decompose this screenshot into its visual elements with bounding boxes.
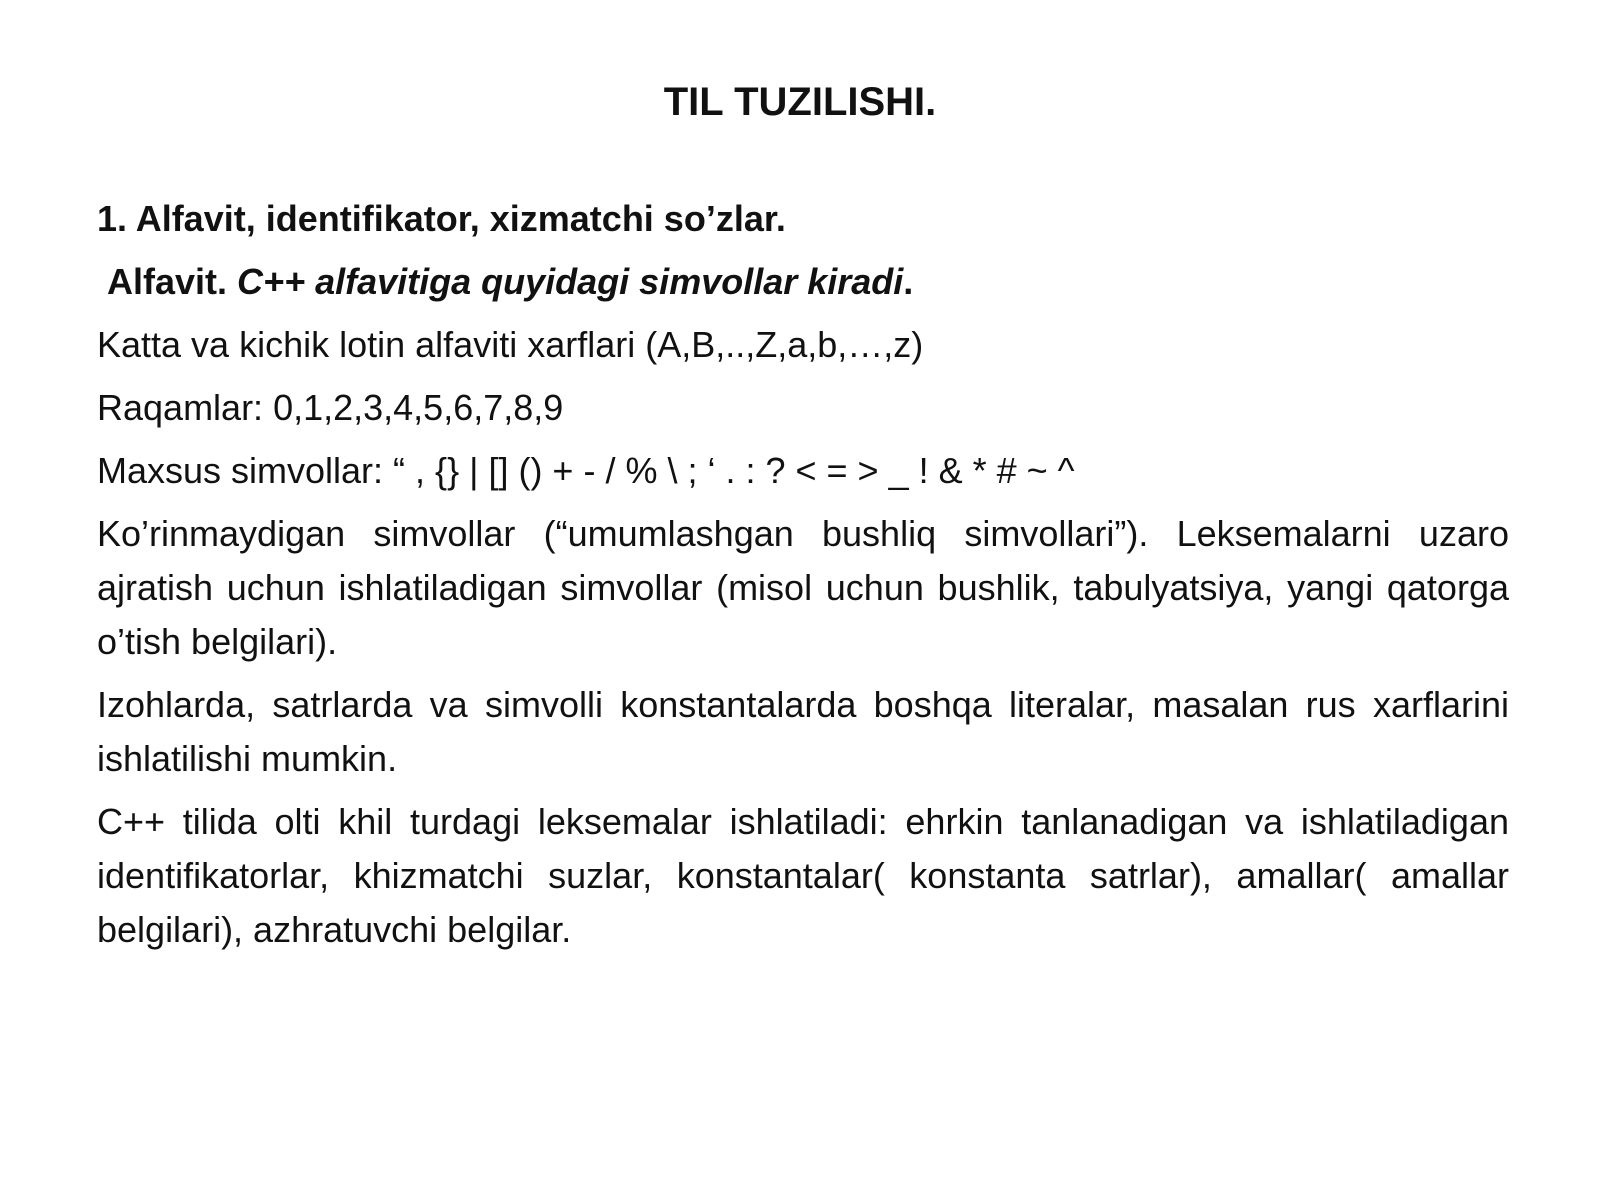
slide-title: TIL TUZILISHI. (663, 80, 937, 124)
digits-line: Raqamlar: 0,1,2,3,4,5,6,7,8,9 (97, 387, 564, 428)
special-symbols-line: Maxsus simvollar: “ , {} | [] () + - / % \ ; ‘ . : ? < = > _ ! & * # ~ ^ (97, 450, 1075, 491)
invisible-symbols-paragraph: Ko’rinmaydigan simvollar (“umumlashgan bushliq simvollari”). Leksemalarni uzaro ajratish uchun ishlatiladigan simvollar (misol uchun bushlik, tabulyatsiya, yangi qatorga o’tish belgilari). (97, 513, 1509, 662)
alphabet-line (97, 255, 1509, 309)
lexemes-paragraph: C++ tilida olti khil turdagi leksemalar ishlatiladi: ehrkin tanlanadigan va ishlatiladigan identifikatorlar, khizmatchi suzlar, konstantalar( konstanta satrlar), amallar( amallar belgilari), azhratuvchi belgilar. (97, 801, 1509, 950)
section-heading: 1. Alfavit, identifikator, xizmatchi so’zlar. (97, 198, 786, 239)
alphabet-period: . (903, 261, 914, 302)
alphabet-label: Alfavit. (107, 261, 228, 302)
comments-paragraph: Izohlarda, satrlarda va simvolli konstantalarda boshqa literalar, masalan rus xarflarini ishlatilishi mumkin. (97, 684, 1509, 779)
alphabet-description: C++ alfavitiga quyidagi simvollar kiradi (237, 261, 904, 302)
slide-body (97, 192, 1509, 957)
letters-line: Katta va kichik lotin alfaviti xarflari (A,B,..,Z,a,b,…,z) (97, 324, 924, 365)
